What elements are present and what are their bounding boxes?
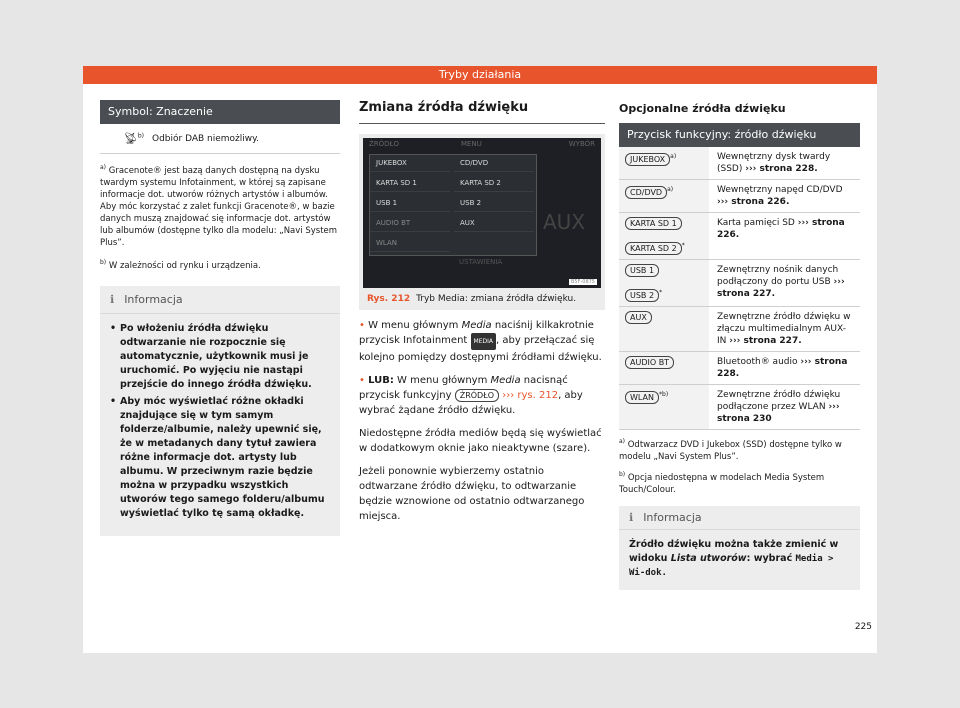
figure-caption: Rys. 212 Tryb Media: zmiana źródła dźwięku. [367,294,577,304]
row-keys: CD/DVD $^{a)}$ [619,180,709,212]
section-banner: Tryby działania [83,66,877,84]
row-description: Zewnętrzny nośnik danych podłączony do portu USB ››› strona 227. [717,265,845,299]
source-cd-dvd: CD/DVD [454,155,534,172]
function-key: AUX [625,311,652,324]
row-keys: USB 1 USB 2 * [619,260,709,306]
aux-large-label: AUX [543,210,586,234]
function-key: AUDIO BT [625,356,674,369]
row-keys [619,352,709,384]
info-icon: ℹ [110,292,115,306]
row-description: Bluetooth® audio ››› strona 228. [717,357,848,379]
paragraph-2: • LUB: W menu głównym Media nacisnąć przycisk funkcyjny ŹRÓDŁO ››› rys. 212, aby wybrać żądane źródło dźwięku. [359,375,583,416]
source-jukebox: JUKEBOX [370,155,450,172]
screen-select-label: WYBÓR [568,140,595,148]
footnote-a: $^{a)}$ Odtwarzacz DVD i Jukebox (SSD) dostępne tylko w modelu „Navi System Plus”. [619,438,842,462]
row-description: Zewnętrzne źródło dźwięku w złączu multimedialnym AUX-IN ››› strona 227. [717,312,851,346]
figure-code: B5F-0875 [570,279,595,285]
info-title: Informacja [643,510,702,524]
source-sd1: KARTA SD 1 [370,175,450,192]
column-left [100,100,340,536]
sources-table [619,147,860,430]
sources-table-header: Przycisk funkcyjny: źródło dźwięku [619,123,860,147]
source-usb2: USB 2 [454,195,534,212]
table-row [619,352,860,385]
figure [359,134,605,310]
paragraph-3: Niedostępne źródła mediów będą się wyświetlać w dodatkowym oknie jako nieaktywne (szare). [359,428,602,454]
row-keys: WLAN $^{*b)}$ [619,385,709,429]
source-wlan: WLAN [370,235,450,252]
footnote-b: $^{b)}$ Opcja niedostępna w modelach Media System Touch/Colour. [619,470,825,495]
info-item: • Po włożeniu źródła dźwięku odtwarzanie nie rozpocznie się automatycznie, użytkownik musi je uruchomić. Po wyjęciu nie nastąpi przejście do innego źródła dźwięku. [110,322,330,392]
function-key: CD/DVD [625,186,667,199]
row-description: Karta pamięci SD ››› strona 226. [717,218,845,240]
media-screen [363,138,601,288]
source-aux: AUX [454,215,534,232]
row-description: Wewnętrzny napęd CD/DVD ››› strona 226. [717,185,843,207]
row-keys: JUKEBOX $^{a)}$ [619,147,709,179]
column-right [619,100,860,590]
row-keys [619,307,709,351]
paragraph-4: Jeżeli ponownie wybierzemy ostatnio odtwarzane źródło dźwięku, to odtwarzanie będzie wznowione od ostatnio odtwarzanego miejsca. [359,466,585,522]
symbol-row [100,124,340,154]
table-row [619,385,860,430]
row-description: Zewnętrzne źródło dźwięku podłączone przez WLAN ››› strona 230 [717,390,841,424]
info-box [619,506,860,590]
info-text: Źródło dźwięku można także zmienić w widoku Lista utworów: wybrać Media > Wi-dok. [629,538,839,578]
function-key: KARTA SD 1 [625,217,682,230]
info-item: • Aby móc wyświetlać różne okładki znajdujące się w tym samym folderze/albumie, należy upewnić się, że w metadanych dany tytuł zawiera różne informacje dot. artysty lub albumu. W przeciwnym razie będzie można w przypadku wszystkich utworów tego samego folderu/albumu wyświetlać tylko tę samą okładkę. [110,395,330,521]
source-sd2: KARTA SD 2 [454,175,534,192]
table-row [619,147,860,180]
row-description: Wewnętrzny dysk twardy (SSD) ››› strona 228. [717,152,831,174]
info-title: Informacja [124,292,183,306]
function-key: JUKEBOX [625,153,670,166]
source-audio-bt: AUDIO BT [370,215,450,232]
function-key: WLAN [625,391,659,404]
source-usb1: USB 1 [370,195,450,212]
table-row [619,307,860,352]
settings-label: USTAWIENIA [459,258,503,266]
source-key: ŹRÓDŁO [455,389,499,402]
symbol-table-header: Symbol: Znaczenie [100,100,340,124]
function-key: USB 1 [625,264,659,277]
optional-sources-title: Opcjonalne źródła dźwięku [619,102,786,115]
function-key: USB 2 [625,289,659,302]
page-number: 225 [854,622,872,632]
column-middle [359,100,605,524]
row-keys: KARTA SD 1 KARTA SD 2 * [619,213,709,259]
table-row [619,180,860,213]
table-row [619,213,860,260]
screen-source-label: ŹRÓDŁO [369,140,400,148]
table-row [619,260,860,307]
symbol-meaning: Odbiór DAB niemożliwy. [152,133,260,144]
screen-menu-label: MENU [461,140,482,148]
media-key: MEDIA [471,333,496,350]
paragraph-1: • W menu głównym Media naciśnij kilkakrotnie przycisk Infotainment MEDIA , aby przełączać się kolejno pomiędzy dostępnymi źródłami dźwięku. [359,320,602,363]
source-panel [369,154,537,256]
info-icon: ℹ [629,510,634,524]
section-title: Zmiana źródła dźwięku [359,100,605,124]
info-box [100,286,340,536]
footnote-a: $^{a)}$ Gracenote® jest bazą danych dostępną na dysku twardym systemu Infotainment, w której są zapisane informacje dot. utworów różnych artystów i albumów. Aby móc korzystać z zalet funkcji Gracenote®, w bazie danych muszą znajdować się informacje dot. artystów lub albumów (dostępne tylko dla modelu: „Navi System Plus”. [100,164,338,248]
footnote-b: $^{b)}$ W zależności od rynku i urządzenia. [100,258,261,271]
function-key: KARTA SD 2 [625,242,682,255]
no-dab-icon: 📡︎$^{b)}$ [123,132,144,145]
